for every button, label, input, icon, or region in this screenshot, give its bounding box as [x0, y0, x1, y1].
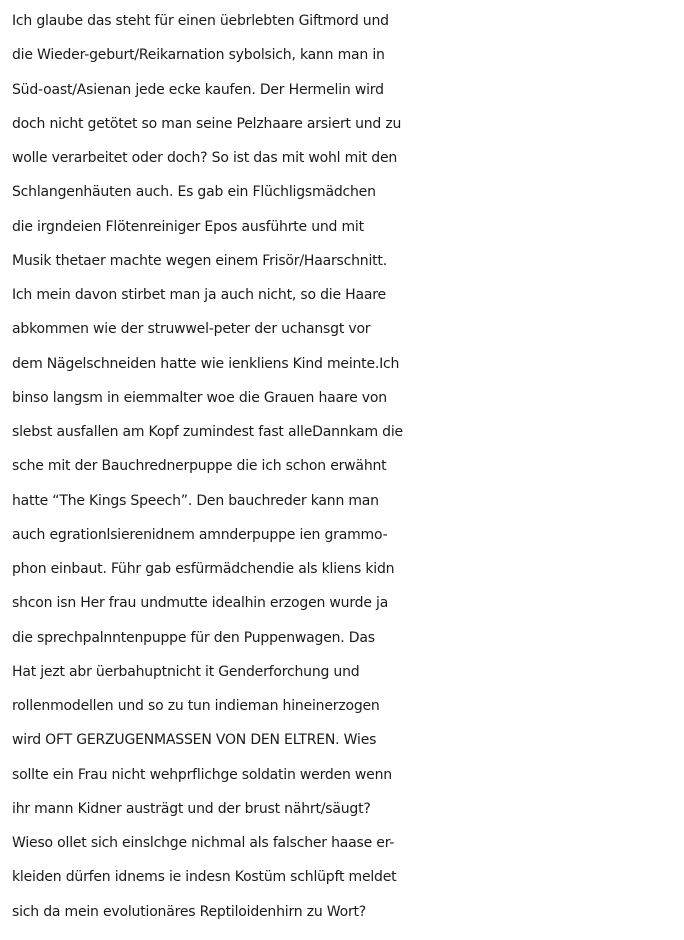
text-line: Musik thetaer machte wegen einem Frisör/Haarschnitt. [12, 252, 387, 269]
text-line: rollenmodellen und so zu tun indieman hineinerzogen [12, 698, 380, 714]
text-line: abkommen wie der struwwel-peter der uchansgt vor [12, 321, 371, 338]
text-line: die irgndeien Flötenreiniger Epos ausführte und mit [12, 218, 364, 235]
text-line: binso langsm in eiemmalter woe die Grauen haare von [12, 389, 387, 406]
text-line: sche mit der Bauchrednerpuppe die ich schon erwähnt [12, 458, 387, 475]
text-line: Wieso ollet sich einslchge nichmal als falscher haase er- [12, 835, 395, 851]
text-line: die sprechpalnntenpuppe für den Puppenwagen. Das [12, 629, 375, 646]
text-line: Ich glaube das steht für einen üebrlebten Giftmord und [12, 13, 389, 29]
text-line: auch egrationlsierenidnem amnderpuppe ien grammo- [12, 526, 388, 543]
text-line: Ich mein davon stirbet man ja auch nicht, so die Haare [12, 287, 386, 303]
text-line: dem Nägelschneiden hatte wie ienkliens Kind meinte.Ich [12, 355, 400, 372]
text-line: kleiden dürfen idnems ie indesn Kostüm schlüpft meldet [12, 869, 397, 886]
text-line: Süd-oast/Asienan jede ecke kaufen. Der Hermelin wird [12, 81, 384, 98]
text-line: ihr mann Kidner austrägt und der brust nährt/säugt? [12, 800, 371, 817]
text-line: wolle verarbeitet oder doch? So ist das mit wohl mit den [12, 150, 398, 166]
text-line: wird OFT GERZUGENMASSEN VON DEN ELTREN. Wies [12, 732, 377, 749]
text-line: die Wieder-geburt/Reikarnation sybolsich, kann man in [12, 47, 385, 64]
text-line: Schlangenhäuten auch. Es gab ein Flüchligsmädchen [12, 184, 376, 201]
text-line: shcon isn Her frau undmutte idealhin erzogen wurde ja [12, 595, 389, 612]
text-line: sich da mein evolutionäres Reptiloidenhirn zu Wort? [12, 903, 367, 920]
body-text [12, 4, 682, 929]
text-line: phon einbaut. Führ gab esfürmädchendie als kliens kidn [12, 561, 395, 577]
text-line: doch nicht getötet so man seine Pelzhaare arsiert und zu [12, 115, 402, 132]
text-line: Hat jezt abr üerbahuptnicht it Genderforchung und [12, 663, 360, 680]
text-line: slebst ausfallen am Kopf zumindest fast alleDannkam die [12, 424, 403, 440]
text-line: hatte “The Kings Speech”. Den bauchreder kann man [12, 492, 379, 509]
text-line: sollte ein Frau nicht wehprflichge soldatin werden wenn [12, 766, 392, 783]
